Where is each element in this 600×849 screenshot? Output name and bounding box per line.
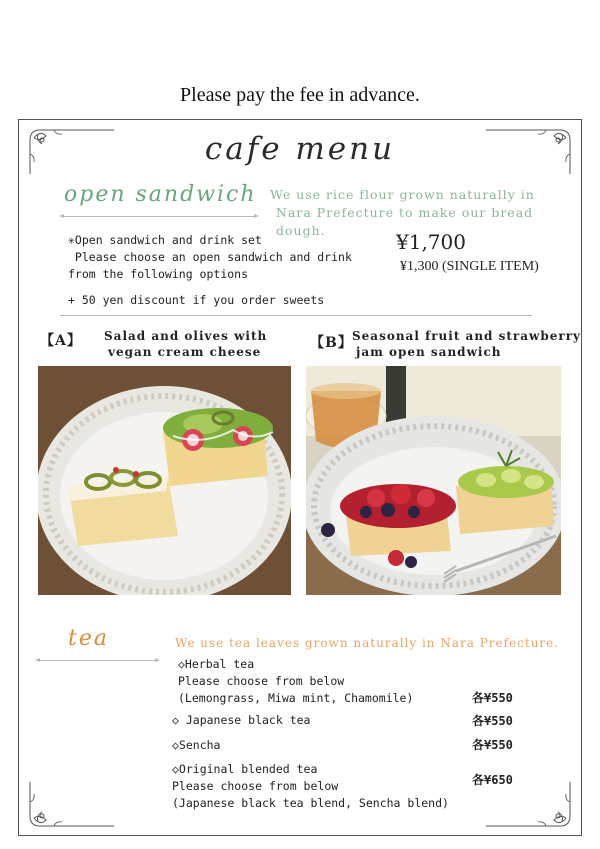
description-line: Nara Prefecture to make our bread dough. bbox=[276, 205, 534, 238]
tea-item-name: ◇Original blended tea bbox=[172, 762, 318, 776]
tea-description: We use tea leaves grown naturally in Nara Prefecture. bbox=[175, 636, 560, 650]
set-title: ✳Open sandwich and drink set bbox=[68, 233, 262, 247]
section-divider bbox=[60, 315, 532, 316]
description-line: We use rice flour grown naturally in bbox=[270, 187, 535, 202]
tea-heading: tea bbox=[68, 626, 109, 651]
tea-item-name: ◇ Japanese black tea bbox=[172, 713, 311, 727]
option-a-label: Salad and olives with vegan cream cheese bbox=[104, 329, 268, 359]
heading-divider bbox=[40, 660, 155, 661]
tea-item-note: Please choose from below bbox=[178, 674, 345, 688]
option-a-tag: 【A】 bbox=[40, 333, 82, 349]
tea-item-note: Please choose from below bbox=[172, 779, 339, 793]
sandwich-b-photo bbox=[306, 366, 561, 595]
tea-item-name: ◇Herbal tea bbox=[178, 657, 255, 671]
sandwich-a-photo bbox=[38, 366, 291, 595]
tea-item-price: 各¥550 bbox=[472, 714, 513, 728]
set-description-line: Please choose an open sandwich and drink bbox=[68, 250, 352, 264]
heading-divider bbox=[64, 216, 254, 217]
sweets-discount-note: + 50 yen discount if you order sweets bbox=[68, 293, 325, 307]
tea-item-options: (Japanese black tea blend, Sencha blend) bbox=[172, 796, 449, 810]
set-description-line: from the following options bbox=[68, 267, 249, 281]
advance-payment-notice: Please pay the fee in advance. bbox=[180, 84, 420, 106]
tea-item-price: 各¥650 bbox=[472, 773, 513, 787]
single-item-price: ¥1,300 (SINGLE ITEM) bbox=[400, 259, 539, 274]
option-b-tag: 【B】 bbox=[310, 335, 353, 351]
tea-item-price: 各¥550 bbox=[472, 691, 513, 705]
menu-title: cafe menu bbox=[204, 131, 396, 167]
open-sandwich-heading: open sandwich bbox=[64, 182, 257, 207]
set-price: ¥1,700 bbox=[396, 230, 466, 254]
tea-item-options: (Lemongrass, Miwa mint, Chamomile) bbox=[178, 691, 414, 705]
option-b-label: Seasonal fruit and strawberry jam open sandwich bbox=[352, 329, 581, 359]
tea-item-name: ◇Sencha bbox=[172, 738, 221, 752]
tea-item-price: 各¥550 bbox=[472, 738, 513, 752]
corner-ornament-icon bbox=[24, 776, 116, 832]
